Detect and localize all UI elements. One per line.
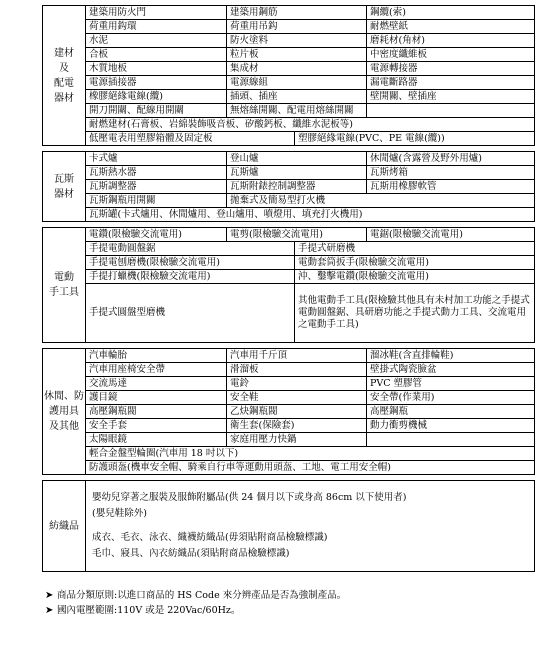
item-cell: 低壓電表用塑膠箱體及固定板 [86,132,295,146]
table-row [43,481,535,572]
item-cell: 手提式圓盤型磨機 [86,284,295,343]
item-cell: 瓦斯罐(卡式爐用、休閒爐用、登山爐用、噴燈用、填充打火機用) [86,208,535,222]
item-cell: 衛生套(保險套) [227,419,367,433]
note-classification [45,588,535,603]
item-cell: 護目鏡 [86,391,227,405]
category-textiles [43,481,86,572]
arrow-bullet-icon: ➤ [45,590,54,601]
note-text: 國內電壓範圍:110V 或是 220Vac/60Hz。 [57,605,241,616]
category-gas [43,152,86,222]
item-cell: 太陽眼鏡 [86,433,227,447]
item-cell: PVC 塑膠管 [367,377,535,391]
item-cell: 瓦斯附錶控制調整器 [227,180,367,194]
item-cell: 電源轉接器 [367,62,535,76]
item-cell: 手提式研磨機 [295,242,535,256]
item-cell: 滑溜板 [227,363,367,377]
table-row [43,433,535,447]
table-row [43,405,535,419]
item-cell: 汽車用千斤頂 [227,349,367,363]
item-cell: 沖、鑿擊電鑽(限檢驗交流電用) [295,270,535,284]
item-cell: 荷重用吊鈎 [227,20,367,34]
table-row [43,34,535,48]
category-label-line: 配電 [54,77,74,89]
table-row [43,242,535,256]
category-tools [43,228,86,343]
item-cell [367,104,535,118]
category-label-line: 及 [59,62,69,74]
item-cell: 輕合金盤型輪圈(汽車用 18 吋以下) [86,447,535,461]
item-cell: 安全鞋 [227,391,367,405]
note-text: 商品分類原則:以進口商品的 HS Code 來分辨產品是否為強制產品。 [57,590,347,601]
item-cell: 電源線組 [227,76,367,90]
product-classification-table [42,5,534,572]
category-label-line: 護用具 [49,406,79,417]
item-cell: 卡式爐 [86,152,227,166]
category-label-line: 手工具 [49,287,79,298]
table-row [43,90,535,104]
table-row [43,461,535,475]
arrow-bullet-icon: ➤ [45,605,54,616]
table-row [43,180,535,194]
table-row [43,62,535,76]
item-cell: 插頭、插座 [227,90,367,104]
table-row [43,166,535,180]
item-cell: 電源插接器 [86,76,227,90]
textiles-line1: 嬰幼兒穿著之服裝及服飾附屬品(供 24 個月以下或身高 86cm 以下使用者) [92,492,407,503]
item-cell: 休閒爐(含露營及野外用爐) [367,152,535,166]
item-cell: 水泥 [86,34,227,48]
category-label-line: 紡織品 [49,520,79,532]
table-row [43,132,535,146]
table-row [43,349,535,363]
textiles-line2: (嬰兒鞋除外) [92,508,147,519]
table-row [43,152,535,166]
table-row [43,118,535,132]
item-cell: 電動套筒扳手(限檢驗交流電用) [295,256,535,270]
item-cell: 塑膠絕緣電線(PVC、PE 電線(纜)) [295,132,535,146]
item-cell: 瓦斯鋼瓶用開關 [86,194,227,208]
item-cell: 拋棄式及簡易型打火機 [227,194,535,208]
table-row [43,228,535,242]
item-cell: 動力衝剪機械 [367,419,535,433]
item-cell: 粒片板 [227,48,367,62]
item-cell: 荷重用鈎環 [86,20,227,34]
item-cell: 電鈴 [227,377,367,391]
item-cell: 汽車用座椅安全帶 [86,363,227,377]
item-cell: 電剪(限檢驗交流電用) [227,228,367,242]
item-cell: 登山爐 [227,152,367,166]
item-cell: 手提打蠟機(限檢驗交流電用) [86,270,295,284]
item-cell: 手提電刨磨機(限檢驗交流電用) [86,256,295,270]
table-row [43,6,535,20]
item-cell: 耐燃壁紙 [367,20,535,34]
item-cell: 安全手套 [86,419,227,433]
table-row [43,208,535,222]
item-cell: 集成材 [227,62,367,76]
note-voltage [45,603,535,618]
item-cell: 瓦斯調整器 [86,180,227,194]
item-cell: 乙炔鋼瓶閥 [227,405,367,419]
category-leisure [43,349,86,475]
item-cell: 電鋸(限檢驗交流電用) [367,228,535,242]
item-cell: 安全帶(作業用) [367,391,535,405]
category-label-line: 器材 [54,188,74,200]
item-cell: 交流馬達 [86,377,227,391]
item-cell: 漏電斷路器 [367,76,535,90]
item-cell: 鋼纜(索) [367,6,535,20]
mandatory-products-table [42,5,535,572]
table-row [43,363,535,377]
textiles-cell [86,481,535,572]
category-label-line: 及其他 [49,421,79,432]
category-building [43,6,86,146]
item-cell: 合板 [86,48,227,62]
item-cell: 中密度纖維板 [367,48,535,62]
notes [45,588,535,618]
item-cell: 瓦斯用橡膠軟管 [367,180,535,194]
item-cell: 建築用鋼筋 [227,6,367,20]
item-cell [367,433,535,447]
table-row [43,377,535,391]
item-cell: 家庭用壓力快鍋 [227,433,367,447]
item-cell: 汽車輪胎 [86,349,227,363]
category-label-line: 電動 [54,272,74,283]
table-row [43,256,535,270]
item-cell: 高壓鋼瓶閥 [86,405,227,419]
item-cell: 防火塗料 [227,34,367,48]
item-cell: 開刀開關、配線用開關 [86,104,227,118]
item-cell: 高壓鋼瓶 [367,405,535,419]
textiles-line4: 毛巾、寢具、內衣紡織品(須貼附商品檢驗標識) [92,548,290,559]
category-label-line: 休閒、防 [44,391,84,402]
item-cell: 壁掛式陶瓷臉盆 [367,363,535,377]
category-label-line: 器材 [54,92,74,104]
textiles-line3: 成衣、毛衣、泳衣、織襪紡織品(毋須貼附商品檢驗標識) [92,532,328,543]
item-cell: 防護頭盔(機車安全帽、騎乘自行車等運動用頭盔、工地、電工用安全帽) [86,461,535,475]
category-label-line: 建材 [54,47,74,59]
item-cell: 其他電動手工具(限檢驗其他具有未村加工功能之手提式電動圓盤鋸、具研磨功能之手提式動力工具、交流電用之電動手工具) [295,284,535,343]
table-row [43,419,535,433]
table-row [43,20,535,34]
table-row [43,270,535,284]
item-cell: 壁開關、壁插座 [367,90,535,104]
table-row [43,284,535,343]
table-row [43,391,535,405]
table-row [43,48,535,62]
category-label-line: 瓦斯 [54,173,74,185]
item-cell: 橡膠絕緣電線(纜) [86,90,227,104]
item-cell: 瓦斯烤箱 [367,166,535,180]
item-cell: 瓦斯爐 [227,166,367,180]
table-row [43,194,535,208]
item-cell: 磨耗材(角材) [367,34,535,48]
table-row [43,447,535,461]
item-cell: 木質地板 [86,62,227,76]
item-cell: 手提電動圓盤鋸 [86,242,295,256]
item-cell: 瓦斯熱水器 [86,166,227,180]
spacer [92,522,528,530]
item-cell: 耐燃建材(石膏板、岩綿裝飾吸音板、矽酸鈣板、纖維水泥板等) [86,118,535,132]
item-cell: 溜冰鞋(含直排輪鞋) [367,349,535,363]
item-cell: 電鑽(限檢驗交流電用) [86,228,227,242]
table-row [43,76,535,90]
item-cell: 無熔絲開關、配電用熔絲開關 [227,104,367,118]
table-row [43,104,535,118]
item-cell: 建築用防火門 [86,6,227,20]
